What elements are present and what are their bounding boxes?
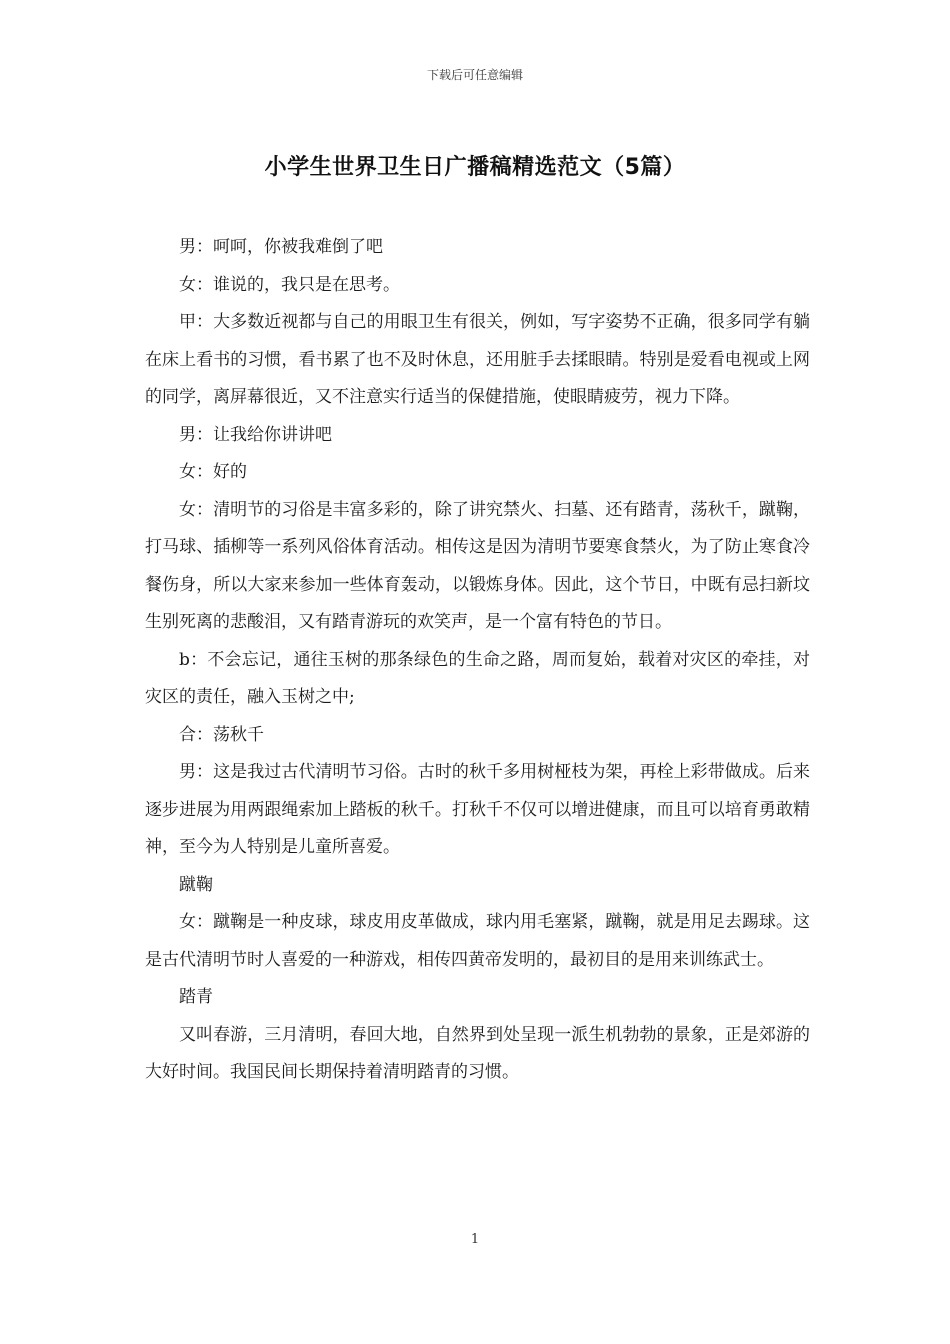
paragraph: 男：让我给你讲讲吧 <box>179 424 332 445</box>
paragraph: 又叫春游，三月清明，春回大地，自然界到处呈现一派生机勃勃的景象，正是郊游的大好时间。我国民间长期保持着清明踏青的习惯。 <box>145 1024 810 1082</box>
paragraph: 女：好的 <box>179 462 247 482</box>
paragraph: 甲：大多数近视都与自己的用眼卫生有很关，例如，写字姿势不正确，很多同学有躺在床上看书的习惯，看书累了也不及时休息，还用脏手去揉眼睛。特别是爱看电视或上网的同学，离屏幕很近，又不注意实行适当的保健措施，使眼睛疲劳，视力下降。 <box>145 312 810 407</box>
paragraph: 男：这是我过古代清明节习俗。古时的秋千多用树桠枝为架，再栓上彩带做成。后来逐步进展为用两跟绳索加上踏板的秋千。打秋千不仅可以增进健康，而且可以培育勇敢精神，至今为人特别是儿童所喜爱。 <box>145 762 810 857</box>
paragraph: 女：谁说的，我只是在思考。 <box>179 274 400 295</box>
document-body <box>145 229 810 1092</box>
paragraph: b：不会忘记，通往玉树的那条绿色的生命之路，周而复始，载着对灾区的牵挂，对灾区的责任，融入玉树之中; <box>145 649 810 707</box>
paragraph: 男：呵呵，你被我难倒了吧 <box>179 237 383 257</box>
paragraph: 女：清明节的习俗是丰富多彩的，除了讲究禁火、扫墓、还有踏青，荡秋千，蹴鞠，打马球、插柳等一系列风俗体育活动。相传这是因为清明节要寒食禁火，为了防止寒食冷餐伤身，所以大家来参加一些体育轰动，以锻炼身体。因此，这个节日，中既有忌扫新坟生别死离的悲酸泪，又有踏青游玩的欢笑声，是一个富有特色的节日。 <box>145 499 810 632</box>
section-heading: 踏青 <box>179 987 213 1007</box>
header-note: 下载后可任意编辑 <box>426 68 523 82</box>
document-title: 小学生世界卫生日广播稿精选范文（5篇） <box>264 155 686 180</box>
paragraph: 女：蹴鞠是一种皮球，球皮用皮革做成，球内用毛塞紧，蹴鞠，就是用足去踢球。这是古代清明节时人喜爱的一种游戏，相传四黄帝发明的，最初目的是用来训练武士。 <box>145 912 810 970</box>
page-number: 1 <box>470 1232 480 1247</box>
section-heading: 蹴鞠 <box>179 874 213 895</box>
paragraph: 合：荡秋千 <box>179 724 264 745</box>
